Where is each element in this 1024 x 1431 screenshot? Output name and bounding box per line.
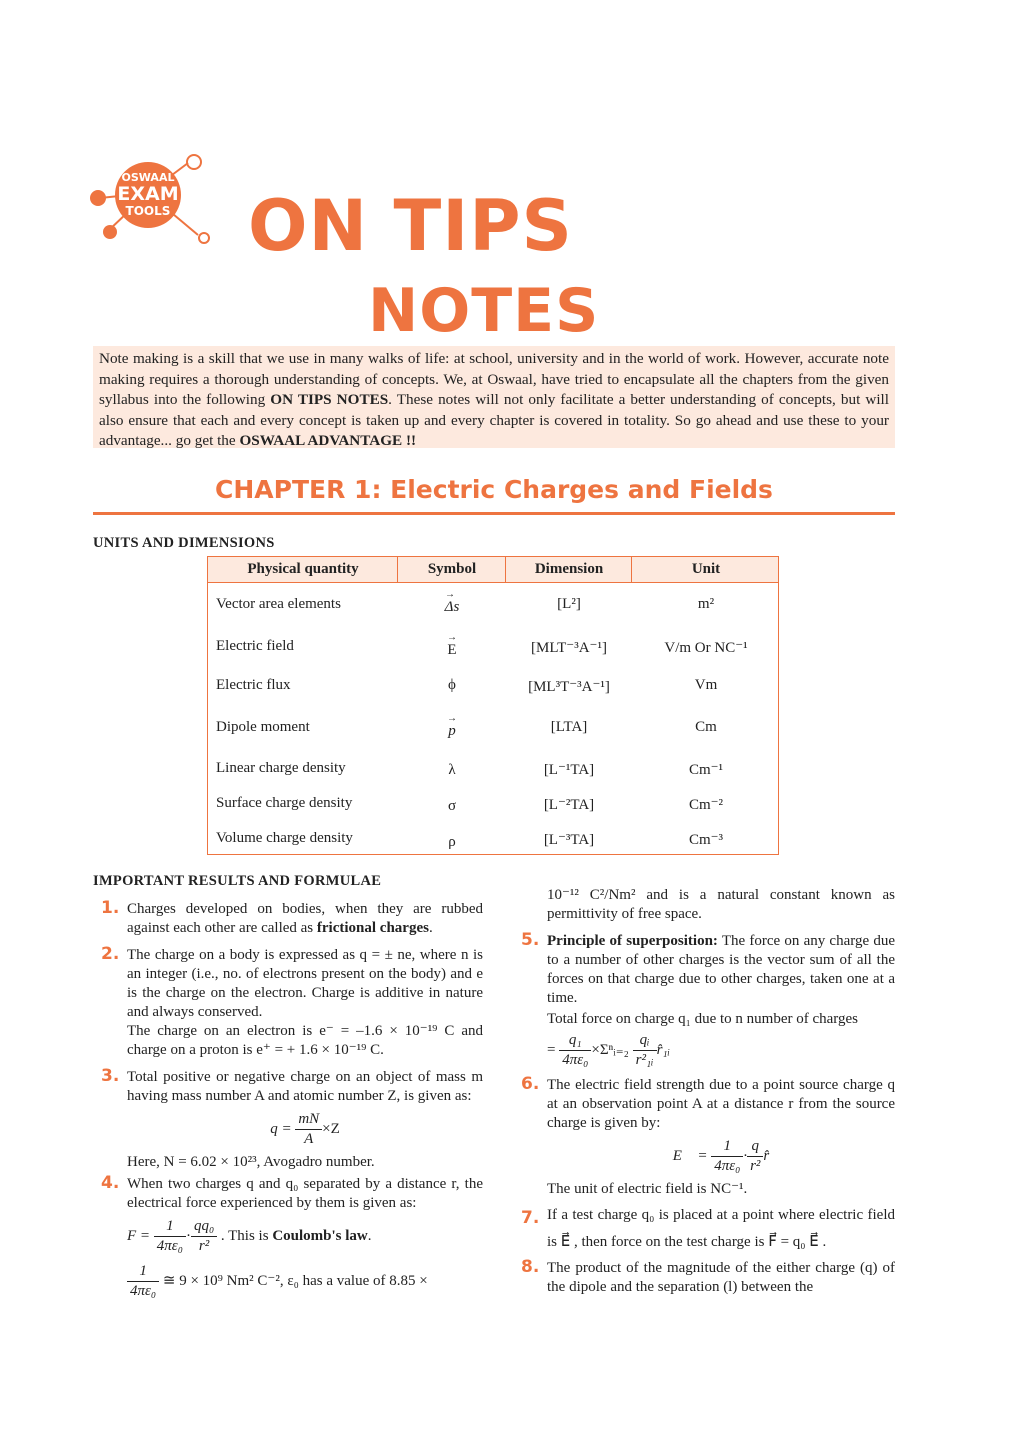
list-item	[513, 1259, 895, 1297]
item-text: The unit of electric field is NC⁻¹.	[547, 1181, 748, 1197]
table-header-row	[208, 557, 778, 583]
row-symbol: λ	[448, 762, 456, 778]
row-symbol: ϕ	[448, 677, 456, 693]
coulomb-equation: F = $\frac{1}{\text{4πε₀}}$ · $\frac{\text{qq₀}}{\text{r²}}$ . This is Coulomb's law.	[127, 1218, 372, 1254]
mass-charge-equation: q = $\frac{mN}{A}$ ×Z	[270, 1111, 340, 1147]
list-item	[513, 1202, 895, 1256]
row-quantity: Vector area elements	[216, 596, 341, 612]
coulomb-constant: $\frac{1}{\text{4πε₀}}$ ≅ 9 × 10⁹ Nm² C⁻², ε₀ has a value of 8.85 ×	[127, 1262, 483, 1301]
row-quantity: Dipole moment	[216, 719, 310, 735]
item-number: 7.	[521, 1208, 540, 1228]
row-quantity: Linear charge density	[216, 760, 346, 776]
list-item	[513, 932, 895, 1070]
list-item	[513, 1076, 895, 1199]
item-number: 8.	[521, 1257, 540, 1277]
list-item	[93, 1175, 483, 1301]
item-bold: Principle of superposition:	[547, 933, 718, 949]
row-dimension: [LTA]	[550, 719, 588, 735]
logo-line1: OSWAAL	[121, 171, 175, 184]
item-text: The electric field strength due to a point source charge q at an observation point A at a distance r from the source charge is given by:	[547, 1077, 895, 1131]
item-text: Here, N = 6.02 × 10²³, Avogadro number.	[127, 1154, 375, 1170]
header-symbol: Symbol	[427, 561, 477, 577]
item-text: Total force on charge q₁ due to n number of charges	[547, 1011, 859, 1027]
row-dimension: [L⁻¹TA]	[543, 762, 595, 778]
item-number: 2.	[101, 944, 120, 964]
row-symbol: → E	[447, 632, 457, 658]
row-dimension: [L²]	[557, 596, 581, 612]
row-symbol: σ	[447, 798, 457, 814]
item-number: 6.	[521, 1074, 540, 1094]
item-text: The charge on a body is expressed as q = ± ne, where n is an integer (i.e., no. of electrons present on the body) and e is the charge on the electron. Charge is additive in nature and always conserved.	[127, 947, 483, 1020]
intro-text: Note making is a skill that we use in many walks of life: at school, university and in the world of work. However, accurate note making requires a thorough understanding of concepts. We, at Oswaal, have tried to encapsulate all the chapters from the given syllabus into the following	[99, 350, 889, 409]
row-dimension: [MLT⁻³A⁻¹]	[531, 640, 607, 656]
item-number: 3.	[101, 1066, 120, 1086]
logo-line3: TOOLS	[125, 204, 171, 218]
row-unit: Cm⁻¹	[688, 762, 724, 778]
item-text: The force on any charge due to a number of other charges is the vector sum of all the forces on that charge due to other charges, taken one at a time.	[547, 933, 895, 1006]
list-item: 1. Charges developed on bodies, when they are rubbed against each other are called as frictional charges.	[101, 898, 483, 936]
units-heading: UNITS AND DIMENSIONS	[93, 535, 275, 551]
item-number: 5.	[521, 930, 540, 950]
row-quantity: Surface charge density	[216, 795, 353, 811]
item-text: The product of the magnitude of the either charge (q) of the dipole and the separation (l) between the	[547, 1260, 895, 1295]
chapter-rule	[93, 512, 895, 515]
superposition-equation: = $\frac{\text{q₁}}{\text{4πε₀}}$ ×Σⁿᵢ₌₂ $\frac{\text{qᵢ}}{\text{r²₁ᵢ}}$ r̂₁ᵢ	[547, 1032, 670, 1068]
row-symbol: → Δs	[444, 589, 460, 615]
row-quantity: Electric flux	[216, 677, 291, 693]
item-text: If a test charge q₀ is placed at a point where electric field is E⃗ , then force on the test charge is F⃗ = q₀ E⃗ .	[547, 1207, 895, 1250]
header-dimension: Dimension	[534, 561, 604, 577]
row-quantity: Volume charge density	[216, 830, 353, 846]
oswaal-exam-tools-logo	[88, 153, 218, 253]
continued-text: 10⁻¹² C²/Nm² and is a natural constant known as permittivity of free space.	[547, 887, 895, 922]
list-item	[93, 1068, 483, 1172]
item-text: Total positive or negative charge on an object of mass m having mass number A and atomic number Z, is given as:	[127, 1069, 483, 1104]
row-dimension: [L⁻³TA]	[543, 832, 595, 848]
item-number: 4.	[101, 1173, 120, 1193]
item-number: 1.	[101, 898, 120, 918]
units-table	[207, 556, 779, 855]
intro-text2: . These notes will not only facilitate a better understanding of concepts, but will also ensure that each and every concept is taken up and every chapter is covered in totality. So go ahead and use these to your advantage... go get the	[99, 391, 889, 450]
intro-bold1: ON TIPS NOTES	[270, 391, 389, 409]
row-symbol: → p	[447, 713, 457, 739]
item-text: Charges developed on bodies, when they are rubbed against each other are called as	[127, 901, 483, 936]
title-line2: NOTES	[368, 276, 600, 346]
row-unit: m²	[697, 596, 715, 612]
list-item	[93, 946, 483, 1060]
item-bold: frictional charges	[316, 920, 429, 936]
chapter-title: CHAPTER 1: Electric Charges and Fields	[215, 475, 773, 504]
row-dimension: [L⁻²TA]	[543, 797, 595, 813]
row-symbol: ρ	[448, 834, 456, 850]
field-equation: E⃗ = $\frac{1}{\text{4πε₀}}$ · $\frac{q}{\text{r²}}$ r̂	[672, 1138, 770, 1174]
row-quantity: Electric field	[216, 638, 294, 654]
row-dimension: [ML³T⁻³A⁻¹]	[528, 679, 610, 695]
row-unit: Vm	[694, 677, 718, 693]
row-unit: Cm⁻³	[688, 832, 724, 848]
header-quantity: Physical quantity	[247, 561, 359, 577]
right-column	[513, 886, 895, 1300]
left-column	[93, 900, 483, 1304]
intro-box	[93, 346, 895, 448]
header-unit: Unit	[691, 561, 721, 577]
logo-line2: EXAM	[117, 183, 179, 205]
formulae-heading: IMPORTANT RESULTS AND FORMULAE	[93, 873, 382, 889]
item-text: The charge on an electron is e⁻ = –1.6 × 10⁻¹⁹ C and charge on a proton is e⁺ = + 1.6 × 10⁻¹⁹ C.	[127, 1023, 483, 1058]
row-unit: V/m Or NC⁻¹	[664, 640, 748, 656]
intro-bold2: OSWAAL ADVANTAGE !!	[239, 432, 417, 450]
item-text: When two charges q and q₀ separated by a distance r, the electrical force experienced by them is given as:	[127, 1176, 483, 1211]
title-line1: ON TIPS	[248, 185, 573, 267]
row-unit: Cm⁻²	[688, 797, 724, 813]
row-unit: Cm	[695, 719, 717, 735]
